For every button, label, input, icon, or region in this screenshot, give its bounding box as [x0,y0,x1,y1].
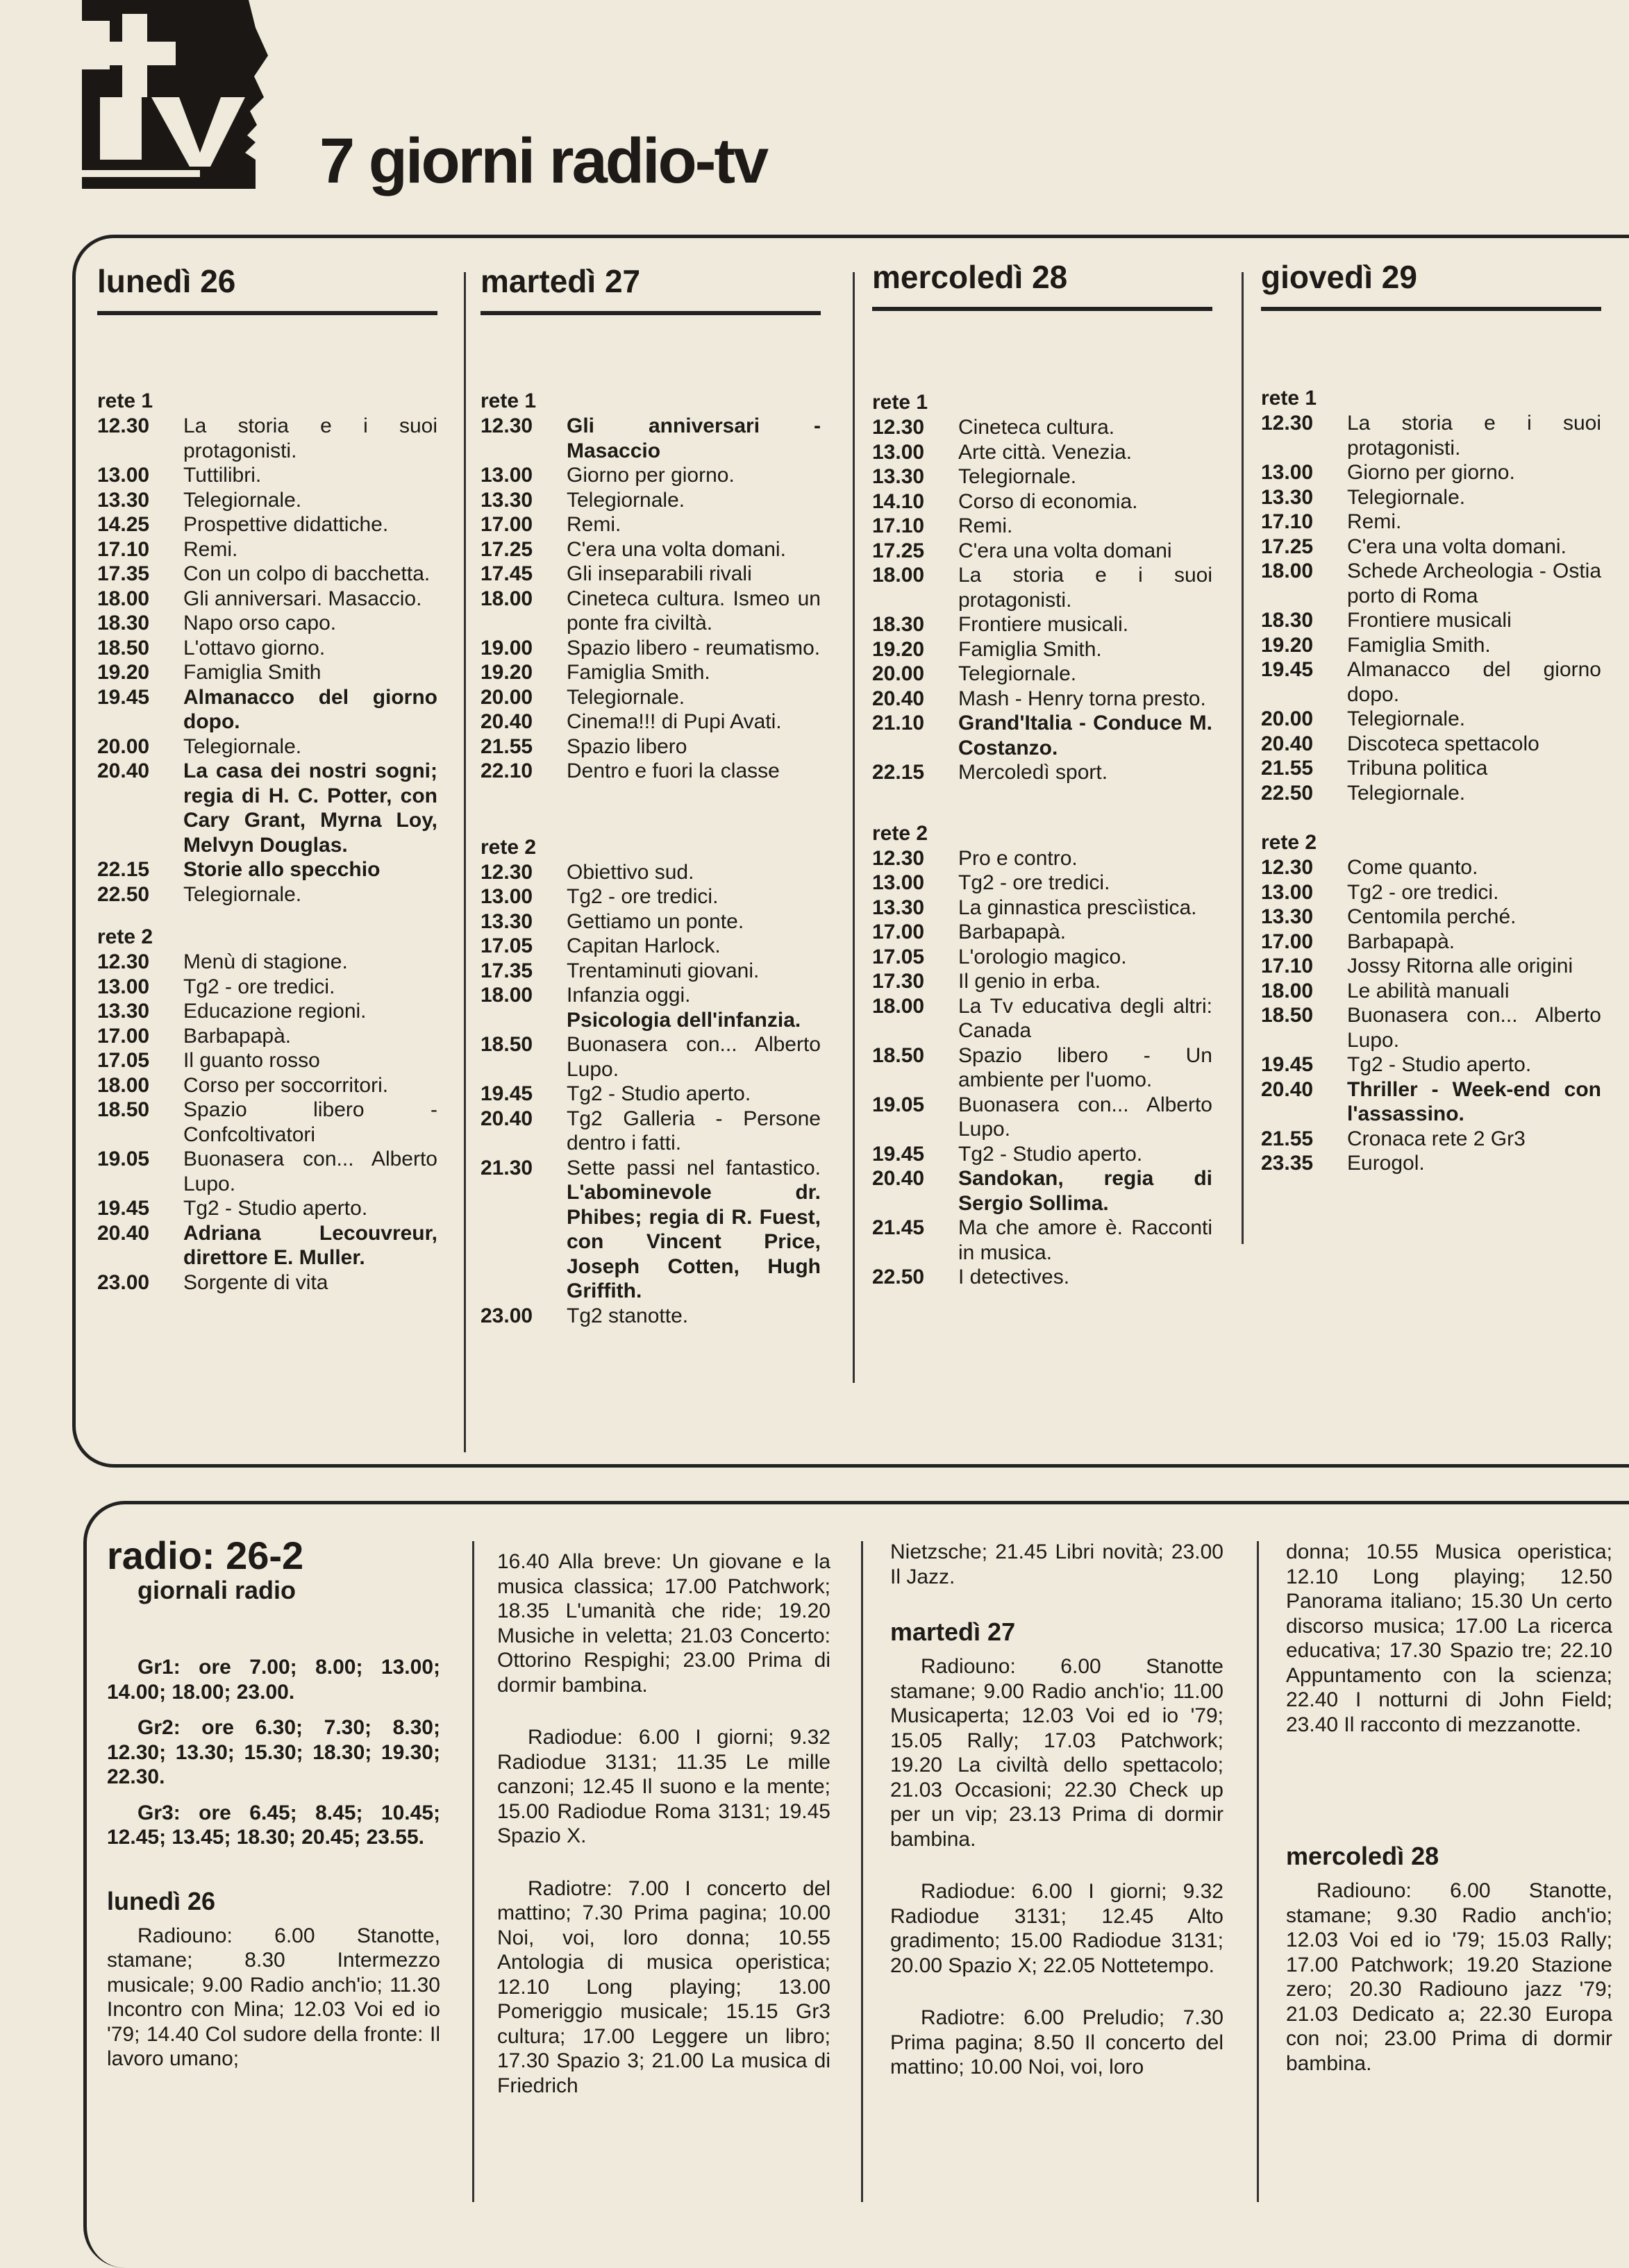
channel-rete-2 [872,821,1212,1290]
program: 17.00 Remi. [481,513,621,536]
program: 18.30 Frontiere musicali. [872,613,1129,636]
program: 12.30 La storia e i suoi protagonisti. [97,414,437,462]
radio-day-heading: lunedì 26 [107,1886,216,1915]
program: 18.50 Spazio libero - Confcoltivatori [97,1098,437,1146]
radio-program-block: Radiouno: 6.00 Stanotte stamane; 9.00 Radio anch'io; 11.00 Musicaperta; 12.03 Voi ed io '79; 15.05 Rally; 17.03 Patchwork; 19.20 La civiltà dello spettacolo; 21.03 Occasioni; 22.30 Check up per un vip; 23.13 Prima di dormir bambina. [890,1655,1223,1851]
program: 21.55 Cronaca rete 2 Gr3 [1261,1127,1526,1150]
program: 19.45 Almanacco del giorno dopo. [1261,658,1601,706]
channel-rete-2 [97,925,437,1295]
program: Psicologia dell'infanzia. [567,1008,801,1032]
program: 20.40 Cinema!!! di Pupi Avati. [481,710,782,733]
program: 13.00 Tg2 - ore tredici. [97,975,335,998]
radio-day-heading: mercoledì 28 [1286,1842,1439,1870]
radio-program-block: Radiouno: 6.00 Stanotte, stamane; 9.30 Radio anch'io; 12.03 Voi ed io '79; 15.03 Rally; 17.00 Patchwork; 19.20 Stazione zero; 20.30 Radiouno jazz '79; 21.03 Dedicato a; 22.30 Europa con noi; 23.00 Prima di dormir bambina. [1286,1879,1612,2075]
program: 17.05 Capitan Harlock. [481,934,721,957]
channel-label: rete 2 [872,821,928,845]
channel-label: rete 1 [481,389,537,412]
program: 17.35 Trentaminuti giovani. [481,959,760,982]
column-divider [1242,272,1244,1244]
program: 19.45 Tg2 - Studio aperto. [1261,1053,1532,1076]
program: 20.00 Telegiornale. [872,662,1077,685]
program: 18.00 Corso per soccorritori. [97,1073,389,1097]
program: 18.30 Frontiere musicali [1261,609,1512,632]
tv-logo [82,0,290,189]
program: 18.30 Napo orso capo. [97,612,337,635]
program: 18.50 Buonasera con... Alberto Lupo. [481,1033,821,1081]
day-heading: martedì 27 [481,263,641,299]
program: 12.30 La storia e i suoi protagonisti. [1261,412,1601,460]
program: 13.30 Gettiamo un ponte. [481,909,744,933]
program: 17.10 Remi. [872,514,1013,537]
program: 19.45 Tg2 - Studio aperto. [481,1082,751,1105]
day-column-monday [97,265,437,1295]
program: 17.25 C'era una volta domani. [1261,535,1567,558]
program: 17.30 Il genio in erba. [872,970,1101,993]
day-heading: giovedì 29 [1261,259,1417,295]
radio-day-heading: martedì 27 [890,1618,1016,1646]
radio-subtitle: giornali radio [137,1575,296,1604]
program: 19.05 Buonasera con... Alberto Lupo. [97,1148,437,1195]
program: 17.10 Remi. [1261,510,1402,533]
program: 13.00 Tuttilibri. [97,464,262,487]
channel-label: rete 1 [1261,387,1317,410]
program: 20.40 Sandokan, regia di Sergio Sollima. [872,1167,1212,1215]
program: 17.25 C'era una volta domani [872,539,1172,562]
column-divider [464,272,466,1452]
column-divider [472,1541,474,2202]
program: 19.45 Tg2 - Studio aperto. [97,1197,368,1220]
program: 23.35 Eurogol. [1261,1152,1425,1175]
program: 20.00 Telegiornale. [481,685,685,709]
day-column-wednesday [872,261,1212,1290]
program: 20.40 Discoteca spettacolo [1261,732,1539,755]
program: 20.40 La casa dei nostri sogni; regia di H. C. Potter, con Cary Grant, Myrna Loy, Melvyn Douglas. [97,759,437,857]
program: 13.00 Giorno per giorno. [1261,461,1515,484]
program: 22.50 I detectives. [872,1266,1070,1288]
program: 17.00 Barbapapà. [1261,930,1455,953]
program: 18.50 Buonasera con... Alberto Lupo. [1261,1004,1601,1052]
program: 19.20 Famiglia Smith. [481,661,710,684]
program: 12.30 Come quanto. [1261,856,1478,879]
page-title: 7 giorni radio-tv [319,126,767,196]
radio-column-4 [1286,1540,1612,2103]
radio-column-1 [107,1536,440,2099]
day-column-thursday [1261,261,1601,1176]
column-divider [1257,1541,1259,2202]
program: 22.15 Storie allo specchio [97,858,381,881]
program: 12.30 Menù di stagione. [97,950,348,973]
program: 19.20 Famiglia Smith. [872,637,1102,661]
program: 19.20 Famiglia Smith. [1261,633,1491,657]
radio-column-2 [497,1549,830,2126]
radio-program-block: Radiotre: 6.00 Preludio; 7.30 Prima pagina; 8.50 Il concerto del mattino; 10.00 Noi, voi, loro [890,2006,1223,2078]
program: 21.30 Sette passi nel fantastico. L'abominevole dr. Phibes; regia di R. Fuest, con Vincent Price, Joseph Cotten, Hugh Griffith. [481,1156,821,1302]
program: 13.00 Arte città. Venezia. [872,440,1133,464]
program: 20.40 Mash - Henry torna presto. [872,687,1206,710]
program: 12.30 Cineteca cultura. [872,416,1115,439]
program: 20.40 Adriana Lecouvreur, direttore E. Muller. [97,1221,437,1269]
program: 12.30 Gli anniversari - Masaccio [481,414,821,462]
program: 20.00 Telegiornale. [1261,707,1466,730]
day-column-tuesday [481,265,821,1328]
program: 18.00 Cineteca cultura. Ismeo un ponte fra civiltà. [481,587,821,635]
channel-label: rete 2 [481,835,537,859]
program: 19.00 Spazio libero - reumatismo. [481,636,821,660]
program: 14.10 Corso di economia. [872,489,1138,513]
channel-label: rete 2 [1261,831,1317,854]
radio-program-block: Radiodue: 6.00 I giorni; 9.32 Radiodue 3131; 12.45 Alto gradimento; 15.00 Radiodue 3131; 20.00 Spazio X; 22.05 Nottetempo. [890,1880,1223,1977]
program: 17.00 Barbapapà. [97,1024,292,1048]
gr3-times: Gr3: ore 6.45; 8.45; 10.45; 12.45; 13.45; 18.30; 20.45; 23.55. [107,1801,440,1849]
program: 19.45 Tg2 - Studio aperto. [872,1142,1143,1166]
program: 18.00 Schede Archeologia - Ostia porto di Roma [1261,560,1601,607]
column-divider [853,272,855,1383]
program: 13.30 Centomila perché. [1261,905,1517,928]
program: 18.00 La storia e i suoi protagonisti. [872,564,1212,612]
channel-label: rete 1 [872,391,928,414]
radio-program-block: donna; 10.55 Musica operistica; 12.10 Long playing; 12.50 Panorama italiano; 15.30 Un certo discorso musica; 17.00 La ricerca educativa; 17.30 Spazio tre; 22.10 Appuntamento con la scienza; 22.40 I notturni di John Field; 23.40 Il racconto di mezzanotte. [1286,1540,1612,1736]
program: 23.00 Sorgente di vita [97,1270,328,1294]
program: 22.50 Telegiornale. [97,882,302,906]
program: 18.00 La Tv educativa degli altri: Canada [872,994,1212,1042]
column-divider [861,1541,863,2202]
program: 18.00 Infanzia oggi. [481,984,691,1007]
radio-program-block: Nietzsche; 21.45 Libri novità; 23.00 Il Jazz. [890,1540,1223,1588]
program: 23.00 Tg2 stanotte. [481,1304,689,1327]
program: 20.00 Telegiornale. [97,734,302,758]
program: 13.30 Telegiornale. [872,465,1077,488]
program: 21.10 Grand'Italia - Conduce M. Costanzo. [872,712,1212,759]
radio-program-block: Radiotre: 7.00 I concerto del mattino; 7.30 Prima pagina; 10.00 Noi, voi, loro donna; 10.55 Antologia di musica operistica; 12.10 Long playing; 13.00 Pomeriggio musicale; 15.15 Gr3 cultura; 17.00 Leggere un libro; 17.30 Spazio 3; 21.00 La musica di Friedrich [497,1876,830,2097]
channel-rete-2 [481,835,821,1329]
program: 13.30 Educazione regioni. [97,1000,367,1023]
program: 18.00 Le abilità manuali [1261,979,1510,1002]
radio-program-block: Radiodue: 6.00 I giorni; 9.32 Radiodue 3131; 11.35 Le mille canzoni; 12.45 Il suono e la mente; 15.00 Radiodue Roma 3131; 19.45 Spazio X. [497,1726,830,1847]
program: 17.05 L'orologio magico. [872,945,1127,968]
program: 13.30 Telegiornale. [481,488,685,512]
program: 22.50 Telegiornale. [1261,781,1466,805]
program: 19.05 Buonasera con... Alberto Lupo. [872,1093,1212,1141]
radio-program-block: Radiouno: 6.00 Stanotte, stamane; 8.30 Intermezzo musicale; 9.00 Radio anch'io; 11.30 Incontro con Mina; 12.03 Voi ed io '79; 14.40 Col sudore della fronte: Il lavoro umano; [107,1924,440,2071]
program: 18.50 L'ottavo giorno. [97,636,326,660]
program: 18.50 Spazio libero - Un ambiente per l'uomo. [872,1043,1212,1091]
program: 19.20 Famiglia Smith [97,661,321,684]
program: 13.30 La ginnastica prescìistica. [872,896,1197,919]
channel-rete-1 [481,389,821,784]
program: 17.10 Remi. [97,537,238,561]
program: 21.55 Spazio libero [481,734,687,758]
program: 13.00 Tg2 - ore tredici. [1261,880,1499,904]
program: 19.45 Almanacco del giorno dopo. [97,685,437,733]
program: 22.10 Dentro e fuori la classe [481,759,780,782]
channel-rete-1 [97,389,437,907]
program: 20.40 Tg2 Galleria - Persone dentro i fatti. [481,1107,821,1154]
program: 13.30 Telegiornale. [1261,485,1466,509]
channel-rete-1 [1261,386,1601,805]
program: 21.55 Tribuna politica [1261,757,1488,780]
program: 17.45 Gli inseparabili rivali [481,562,752,585]
program: 20.40 Thriller - Week-end con l'assassino. [1261,1077,1601,1125]
radio-program-block: 16.40 Alla breve: Un giovane e la musica classica; 17.00 Patchwork; 18.35 L'umanità che ride; 19.20 Musiche in veletta; 21.03 Concerto: Ottorino Respighi; 23.00 Prima di dormir bambina. [497,1550,830,1697]
program: 13.00 Giorno per giorno. [481,464,735,487]
gr2-times: Gr2: ore 6.30; 7.30; 8.30; 12.30; 13.30; 15.30; 18.30; 19.30; 22.30. [107,1716,440,1789]
program: 22.15 Mercoledì sport. [872,761,1108,784]
program: 13.00 Tg2 - ore tredici. [872,871,1110,894]
program: 17.00 Barbapapà. [872,921,1067,943]
program: 14.25 Prospettive didattiche. [97,513,389,536]
channel-rete-2 [1261,830,1601,1176]
program: 17.10 Jossy Ritorna alle origini [1261,955,1573,977]
program: 21.45 Ma che amore è. Racconti in musica. [872,1216,1212,1264]
gr1-times: Gr1: ore 7.00; 8.00; 13.00; 14.00; 18.00; 23.00. [107,1656,440,1704]
program: 12.30 Obiettivo sud. [481,860,694,884]
program: 13.00 Tg2 - ore tredici. [481,885,719,908]
radio-title: radio: 26-2 [107,1534,304,1577]
radio-column-3 [890,1540,1223,2108]
day-heading: mercoledì 28 [872,259,1068,295]
day-heading: lunedì 26 [97,263,236,299]
channel-label: rete 2 [97,925,153,948]
program: 17.35 Con un colpo di bacchetta. [97,562,431,585]
channel-rete-1 [872,390,1212,785]
program: 18.00 Gli anniversari. Masaccio. [97,587,422,610]
program: 17.25 C'era una volta domani. [481,537,786,561]
channel-label: rete 1 [97,389,153,412]
program: 12.30 Pro e contro. [872,846,1078,870]
program: 17.05 Il guanto rosso [97,1049,320,1072]
program: 13.30 Telegiornale. [97,488,302,512]
